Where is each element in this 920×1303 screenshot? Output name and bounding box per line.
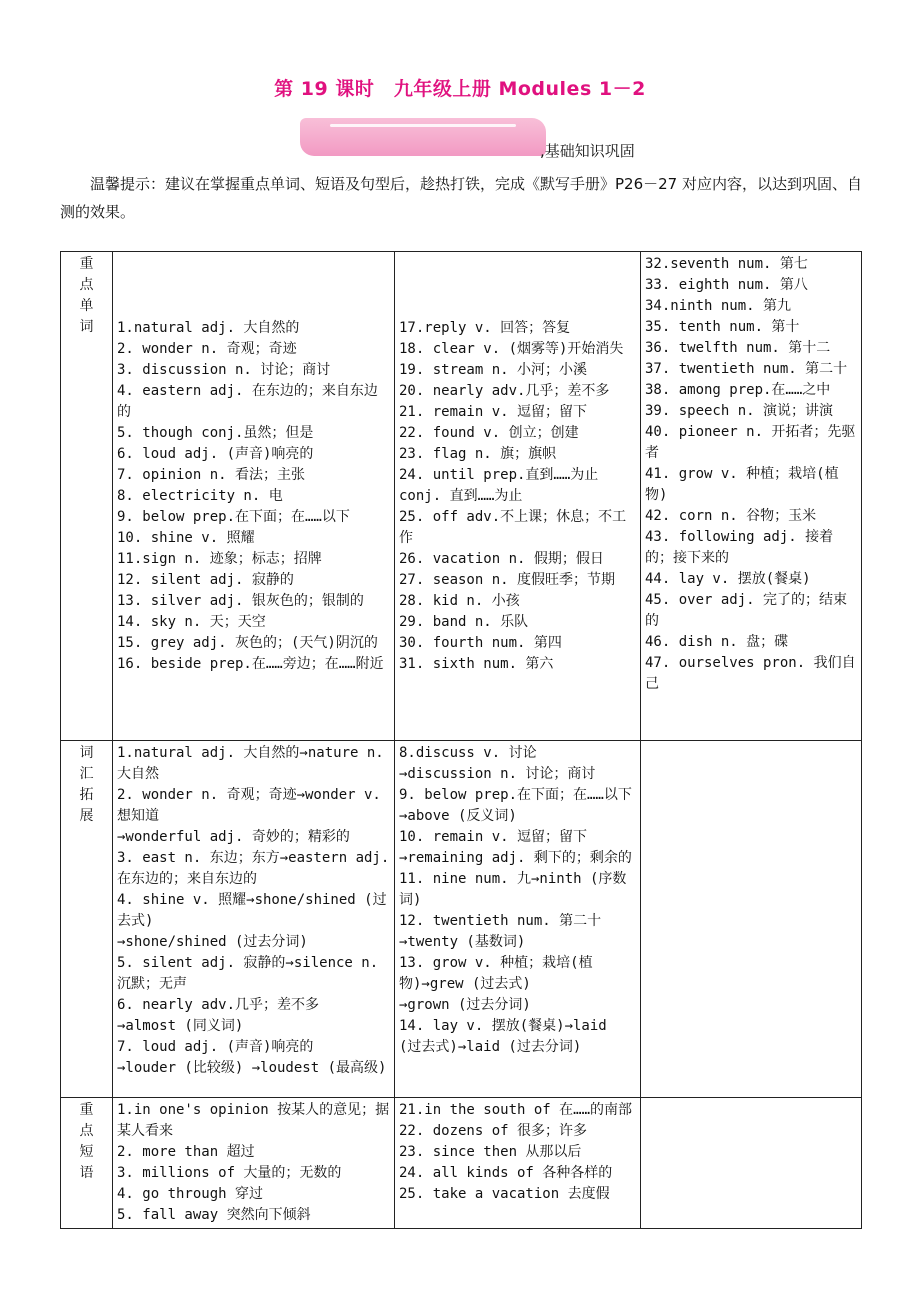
banner-highlight bbox=[330, 124, 516, 127]
vocab-entry: 5. silent adj. 寂静的→silence n. 沉默；无声 bbox=[117, 955, 379, 992]
vocab-entry: 22. found v. 创立；创建 bbox=[399, 424, 579, 441]
vocab-entry: 22. dozens of 很多；许多 bbox=[399, 1123, 588, 1139]
category-char: 语 bbox=[79, 1165, 94, 1181]
vocab-entry: 40. pioneer n. 开拓者；先驱者 bbox=[645, 424, 856, 461]
vocab-entry: →almost (同义词) bbox=[117, 1018, 244, 1034]
vocab-entry: 1.natural adj. 大自然的 bbox=[117, 319, 300, 336]
vocab-entry: 20. nearly adv.几乎；差不多 bbox=[399, 382, 610, 399]
vocab-entry: →shone/shined (过去分词) bbox=[117, 934, 308, 950]
entry-column bbox=[395, 252, 641, 741]
vocab-entry: 12. silent adj. 寂静的 bbox=[117, 571, 294, 588]
vocab-entry: 10. shine v. 照耀 bbox=[117, 529, 255, 546]
vocab-entry: 1.in one's opinion 按某人的意见；据某人看来 bbox=[117, 1102, 390, 1139]
entry-column bbox=[395, 1098, 641, 1229]
vocab-entry: 44. lay v. 摆放(餐桌) bbox=[645, 571, 811, 587]
page-title: 第 19 课时 九年级上册 Modules 1－2 bbox=[274, 78, 646, 100]
vocab-entry: 15. grey adj. 灰色的；(天气)阴沉的 bbox=[117, 634, 378, 651]
vocab-entry: 7. opinion n. 看法；主张 bbox=[117, 466, 306, 483]
vocab-entry: 8.discuss v. 讨论 bbox=[399, 745, 537, 761]
vocab-entry: 2. more than 超过 bbox=[117, 1144, 255, 1160]
vocab-entry: 4. eastern adj. 在东边的；来自东边的 bbox=[117, 382, 378, 420]
vocab-entry: 26. vacation n. 假期；假日 bbox=[399, 550, 604, 567]
vocab-entry: 35. tenth num. 第十 bbox=[645, 319, 800, 335]
table-row bbox=[61, 1098, 862, 1229]
vocab-entry: 4. go through 穿过 bbox=[117, 1186, 264, 1202]
vocab-entry: 34.ninth num. 第九 bbox=[645, 298, 792, 314]
vocab-entry: 24. all kinds of 各种各样的 bbox=[399, 1165, 613, 1181]
vocab-entry: 9. below prep.在下面；在……以下 bbox=[117, 508, 350, 525]
vocab-entry: →twenty (基数词) bbox=[399, 934, 526, 950]
entry-column bbox=[113, 1098, 395, 1229]
vocab-entry: 37. twentieth num. 第二十 bbox=[645, 361, 848, 377]
vocab-entry: →remaining adj. 剩下的；剩余的 bbox=[399, 850, 632, 866]
vocab-entry: 7. loud adj. (声音)响亮的 bbox=[117, 1039, 314, 1055]
vocab-entry: 3. east n. 东边；东方→eastern adj. 在东边的；来自东边的 bbox=[117, 850, 390, 887]
vocab-entry: 13. silver adj. 银灰色的；银制的 bbox=[117, 592, 364, 609]
category-char: 展 bbox=[79, 808, 94, 824]
vocab-entry: 14. sky n. 天；天空 bbox=[117, 613, 266, 630]
category-char: 拓 bbox=[79, 787, 94, 803]
vocab-entry: 42. corn n. 谷物；玉米 bbox=[645, 508, 817, 524]
vocab-entry: 13. grow v. 种植；栽培(植物)→grew (过去式) bbox=[399, 955, 593, 992]
vocab-entry: 24. until prep.直到……为止 conj. 直到……为止 bbox=[399, 466, 599, 504]
vocab-entry: 25. take a vacation 去度假 bbox=[399, 1186, 610, 1202]
vocab-entry: 25. off adv.不上课；休息；不工作 bbox=[399, 508, 627, 546]
vocab-entry: 30. fourth num. 第四 bbox=[399, 634, 562, 651]
vocab-entry: 16. beside prep.在……旁边；在……附近 bbox=[117, 655, 384, 672]
vocab-entry: 18. clear v. (烟雾等)开始消失 bbox=[399, 340, 624, 357]
table-row bbox=[61, 741, 862, 1098]
vocab-entry: 19. stream n. 小河；小溪 bbox=[399, 361, 588, 378]
vocab-entry: 4. shine v. 照耀→shone/shined (过去式) bbox=[117, 892, 387, 929]
vocab-entry: 47. ourselves pron. 我们自己 bbox=[645, 655, 856, 692]
vocab-entry: 1.natural adj. 大自然的→nature n. 大自然 bbox=[117, 745, 384, 782]
tip-paragraph: 温馨提示：建议在掌握重点单词、短语及句型后，趁热打铁，完成《默写手册》P26－27 对应内容，以达到巩固、自测的效果。 bbox=[60, 175, 862, 221]
vocab-entry: 5. though conj.虽然；但是 bbox=[117, 424, 314, 441]
vocab-entry: 6. nearly adv.几乎；差不多 bbox=[117, 997, 320, 1013]
vocab-entry: 23. since then 从那以后 bbox=[399, 1144, 582, 1160]
entry-column bbox=[113, 741, 395, 1098]
category-char: 点 bbox=[79, 1123, 94, 1139]
vocab-entry: 43. following adj. 接着的；接下来的 bbox=[645, 529, 834, 566]
vocab-entry: 11. nine num. 九→ninth (序数词) bbox=[399, 871, 627, 908]
vocab-entry: →wonderful adj. 奇妙的；精彩的 bbox=[117, 829, 350, 845]
vocab-entry: 39. speech n. 演说；讲演 bbox=[645, 403, 834, 419]
vocab-entry: 32.seventh num. 第七 bbox=[645, 256, 808, 272]
vocab-entry: 41. grow v. 种植；栽培(植物) bbox=[645, 466, 839, 503]
vocab-entry: 2. wonder n. 奇观；奇迹→wonder v. 想知道 bbox=[117, 787, 381, 824]
entry-column bbox=[641, 252, 862, 741]
vocab-entry: 3. discussion n. 讨论；商讨 bbox=[117, 361, 331, 378]
category-char: 短 bbox=[79, 1144, 94, 1160]
vocab-entry: 5. fall away 突然向下倾斜 bbox=[117, 1207, 311, 1223]
category-char: 单 bbox=[79, 298, 94, 314]
vocab-entry: 12. twentieth num. 第二十 bbox=[399, 913, 602, 929]
vocab-entry: 21. remain v. 逗留；留下 bbox=[399, 403, 588, 420]
vocab-entry: 38. among prep.在……之中 bbox=[645, 382, 831, 398]
entry-column bbox=[113, 252, 395, 741]
vocab-entry: 28. kid n. 小孩 bbox=[399, 592, 520, 609]
vocab-entry: 3. millions of 大量的；无数的 bbox=[117, 1165, 342, 1181]
category-char: 点 bbox=[79, 277, 94, 293]
vocab-entry: →discussion n. 讨论；商讨 bbox=[399, 766, 596, 782]
category-cell bbox=[61, 741, 113, 1098]
section-label: ,基础知识巩固 bbox=[540, 142, 635, 160]
vocab-entry: →louder (比较级) →loudest (最高级) bbox=[117, 1060, 387, 1076]
vocab-entry: →grown (过去分词) bbox=[399, 997, 531, 1013]
vocab-entry: 29. band n. 乐队 bbox=[399, 613, 529, 630]
category-char: 词 bbox=[79, 319, 94, 335]
entry-column bbox=[641, 741, 862, 1098]
vocab-entry: 46. dish n. 盘；碟 bbox=[645, 634, 789, 650]
vocab-entry: 10. remain v. 逗留；留下 bbox=[399, 829, 588, 845]
vocab-entry: 17.reply v. 回答；答复 bbox=[399, 319, 571, 336]
vocab-entry: 6. loud adj. (声音)响亮的 bbox=[117, 445, 314, 462]
category-char: 重 bbox=[79, 1102, 94, 1118]
vocab-entry: 36. twelfth num. 第十二 bbox=[645, 340, 831, 356]
table-row bbox=[61, 252, 862, 741]
vocab-entry: 2. wonder n. 奇观；奇迹 bbox=[117, 340, 297, 357]
vocab-entry: 31. sixth num. 第六 bbox=[399, 655, 554, 672]
vocab-entry: 14. lay v. 摆放(餐桌)→laid (过去式)→laid (过去分词) bbox=[399, 1018, 607, 1055]
vocab-entry: 9. below prep.在下面；在……以下→above (反义词) bbox=[399, 787, 632, 824]
entry-column bbox=[395, 741, 641, 1098]
vocab-entry: 33. eighth num. 第八 bbox=[645, 277, 808, 293]
category-cell bbox=[61, 252, 113, 741]
category-char: 重 bbox=[79, 256, 94, 272]
vocab-entry: 21.in the south of 在……的南部 bbox=[399, 1102, 633, 1118]
category-char: 汇 bbox=[79, 766, 94, 782]
vocabulary-table bbox=[60, 251, 862, 1229]
entry-column bbox=[641, 1098, 862, 1229]
vocab-entry: 45. over adj. 完了的；结束的 bbox=[645, 592, 848, 629]
vocab-entry: 11.sign n. 迹象；标志；招牌 bbox=[117, 550, 322, 567]
vocab-entry: 27. season n. 度假旺季；节期 bbox=[399, 571, 616, 588]
vocab-entry: 23. flag n. 旗；旗帜 bbox=[399, 445, 557, 462]
category-char: 词 bbox=[79, 745, 94, 761]
category-cell bbox=[61, 1098, 113, 1229]
vocab-entry: 8. electricity n. 电 bbox=[117, 487, 283, 504]
